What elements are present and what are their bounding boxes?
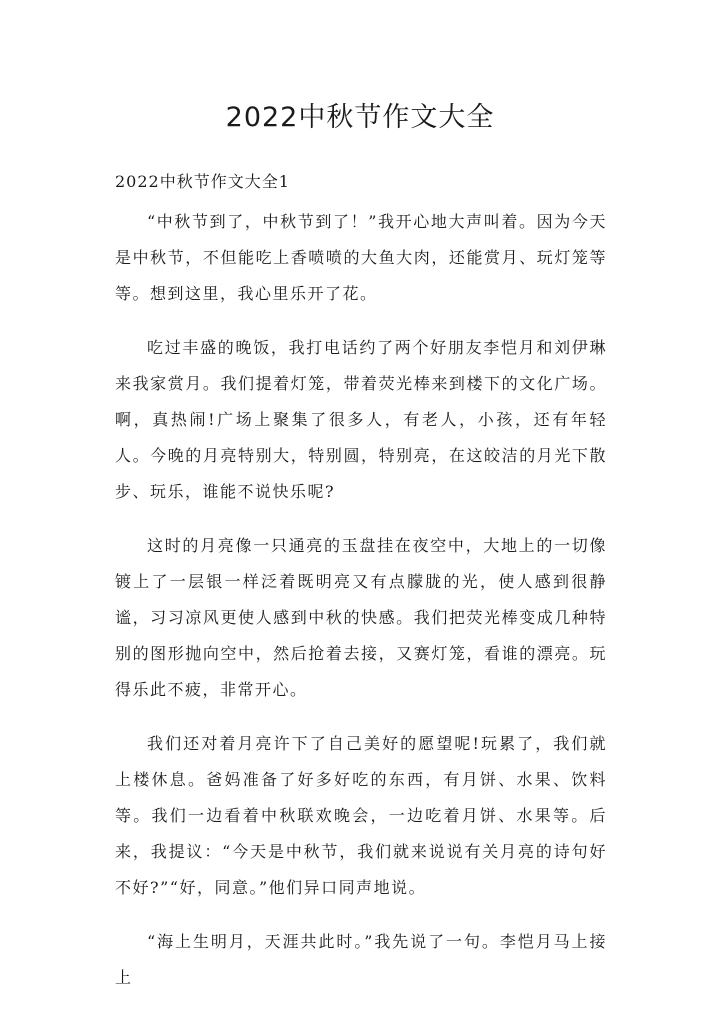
paragraph: “中秋节到了，中秋节到了！”我开心地大声叫着。因为今天是中秋节，不但能吃上香喷喷的大鱼大肉，还能赏月、玩灯笼等等。想到这里，我心里乐开了花。: [115, 212, 607, 303]
paragraph: “海上生明月，天涯共此时。”我先说了一句。李恺月马上接上: [115, 932, 607, 987]
document-title: 2022中秋节作文大全: [225, 102, 495, 133]
section-heading: 2022中秋节作文大全1: [115, 172, 290, 191]
paragraph: 我们还对着月亮许下了自己美好的愿望呢!玩累了，我们就上楼休息。爸妈准备了好多好吃的东西，有月饼、水果、饮料等。我们一边看着中秋联欢晚会，一边吃着月饼、水果等。后来，我提议：“今天是中秋节，我们就来说说有关月亮的诗句好不好?”“好，同意。”他们异口同声地说。: [115, 734, 607, 897]
paragraph: 吃过丰盛的晚饭，我打电话约了两个好朋友李恺月和刘伊琳来我家赏月。我们提着灯笼，带着荧光棒来到楼下的文化广场。啊，真热闹!广场上聚集了很多人，有老人，小孩，还有年轻人。今晚的月亮特别大，特别圆，特别亮，在这皎洁的月光下散步、玩乐，谁能不说快乐呢?: [115, 338, 607, 501]
essay-body: [115, 204, 607, 1014]
paragraph: 这时的月亮像一只通亮的玉盘挂在夜空中，大地上的一切像镀上了一层银一样泛着既明亮又有点朦胧的光，使人感到很静谧，习习凉风更使人感到中秋的快感。我们把荧光棒变成几种特别的图形抛向空中，然后抢着去接，又赛灯笼，看谁的漂亮。玩得乐此不疲，非常开心。: [115, 536, 607, 699]
